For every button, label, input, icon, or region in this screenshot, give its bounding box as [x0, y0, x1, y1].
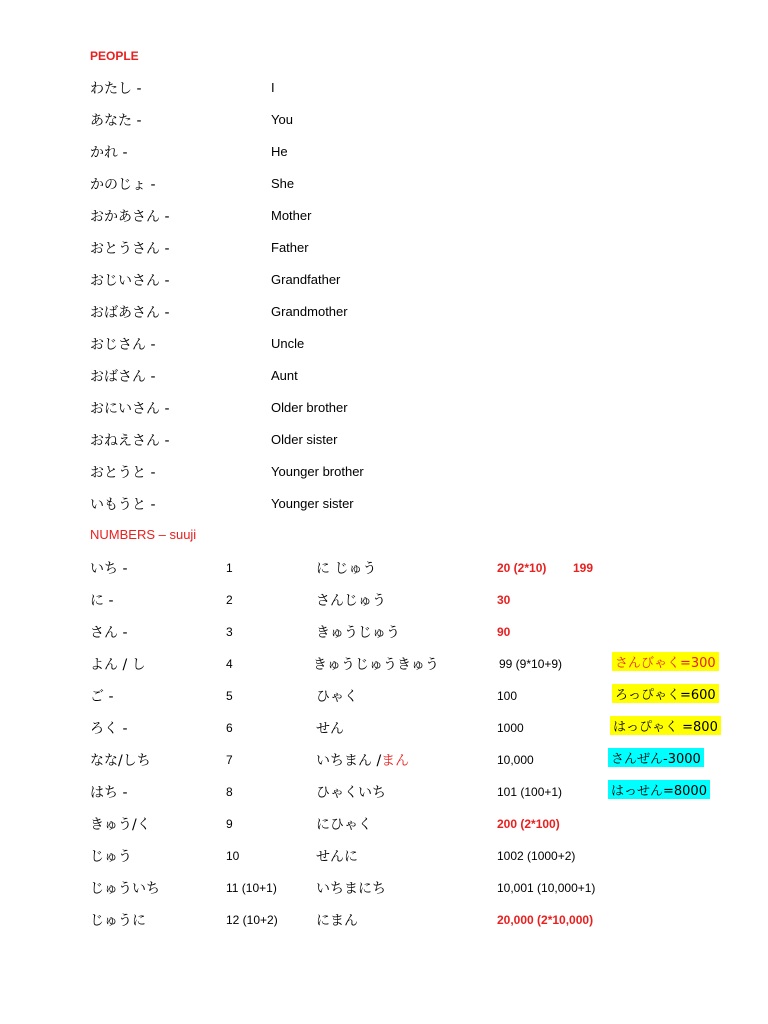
numbers-extra-4: ろっぴゃく=600	[612, 684, 719, 703]
numbers-value-2: 3	[226, 625, 233, 639]
numbers-value-9: 10	[226, 849, 240, 863]
numbers-value-5: 6	[226, 721, 233, 735]
numbers-value2-5: 1000	[497, 721, 524, 735]
people-en-11: Older sister	[271, 432, 338, 447]
numbers-value2-9: 1002 (1000+2)	[497, 849, 576, 863]
numbers-value2-11: 20,000 (2*10,000)	[497, 913, 594, 927]
numbers-jp-0: いち -	[90, 561, 128, 577]
people-jp-1: あなた -	[90, 113, 142, 129]
numbers-value2-8: 200 (2*100)	[497, 817, 560, 831]
numbers-value-6: 7	[226, 753, 233, 767]
numbers-jp2-9: せんに	[316, 849, 358, 865]
numbers-jp2-6	[316, 750, 409, 770]
people-en-1: You	[271, 112, 293, 127]
numbers-value2-10: 10,001 (10,000+1)	[497, 881, 596, 895]
numbers-jp2-7: ひゃくいち	[316, 785, 386, 801]
numbers-jp-4: ご -	[90, 689, 114, 705]
numbers-extra-7: はっせん=8000	[608, 780, 710, 799]
people-jp-6: おじいさん -	[90, 273, 170, 289]
numbers-value-4: 5	[226, 689, 233, 703]
numbers-jp2-5: せん	[316, 721, 344, 737]
numbers-extra-5: はっぴゃく =800	[610, 716, 721, 735]
numbers-jp-10: じゅういち	[90, 881, 160, 897]
people-jp-10: おにいさん -	[90, 401, 170, 417]
numbers-jp2-10: いちまにち	[316, 881, 386, 897]
numbers-value2-2: 90	[497, 625, 511, 639]
numbers-jp2-8: にひゃく	[316, 817, 372, 833]
people-jp-9: おばさん -	[90, 369, 156, 385]
numbers-extra-3: さんびゃく=300	[612, 652, 719, 671]
people-en-12: Younger brother	[271, 464, 364, 479]
people-en-7: Grandmother	[271, 304, 348, 319]
numbers-jp2-4: ひゃく	[316, 689, 358, 705]
people-jp-2: かれ -	[90, 145, 128, 161]
people-en-13: Younger sister	[271, 496, 354, 511]
numbers-jp2-1: さんじゅう	[316, 593, 386, 609]
people-jp-4: おかあさん -	[90, 209, 170, 225]
numbers-value-1: 2	[226, 593, 233, 607]
numbers-value-7: 8	[226, 785, 233, 799]
numbers-value2-extra-0: 199	[573, 561, 594, 575]
people-en-6: Grandfather	[271, 272, 341, 287]
numbers-jp-3: よん / し	[90, 657, 146, 673]
people-jp-5: おとうさん -	[90, 241, 170, 257]
people-jp-8: おじさん -	[90, 337, 156, 353]
people-en-8: Uncle	[271, 336, 305, 351]
people-en-5: Father	[271, 240, 309, 255]
numbers-jp2-11: にまん	[316, 913, 358, 929]
people-en-0: I	[271, 80, 275, 95]
people-jp-7: おばあさん -	[90, 305, 170, 321]
numbers-jp2-3: きゅうじゅうきゅう	[313, 657, 439, 673]
numbers-jp2-2: きゅうじゅう	[316, 625, 400, 641]
numbers-value-3: 4	[226, 657, 233, 671]
numbers-jp2-6-main: いちまん /	[316, 753, 382, 769]
numbers-value2-4: 100	[497, 689, 518, 703]
people-en-4: Mother	[271, 208, 312, 223]
numbers-value-11: 12 (10+2)	[226, 913, 278, 927]
numbers-jp2-6-suffix: まん	[381, 753, 410, 769]
people-en-10: Older brother	[271, 400, 348, 415]
numbers-value2-3: 99 (9*10+9)	[499, 657, 563, 671]
numbers-heading: NUMBERS – suuji	[90, 527, 197, 542]
people-heading: PEOPLE	[90, 49, 139, 63]
people-jp-11: おねえさん -	[90, 433, 170, 449]
people-jp-3: かのじょ -	[90, 177, 156, 193]
numbers-jp2-0: に じゅう	[316, 561, 377, 577]
numbers-extra-6: さんぜん-3000	[608, 748, 704, 767]
people-en-2: He	[271, 144, 288, 159]
numbers-jp-7: はち -	[90, 785, 128, 801]
numbers-value-8: 9	[226, 817, 233, 831]
numbers-jp-11: じゅうに	[90, 913, 146, 929]
people-en-3: She	[271, 176, 295, 191]
people-jp-12: おとうと -	[90, 465, 156, 481]
numbers-jp-9: じゅう	[90, 849, 132, 865]
people-jp-13: いもうと -	[90, 497, 156, 513]
numbers-jp-6: なな/しち	[90, 753, 151, 769]
numbers-jp-5: ろく -	[90, 721, 128, 737]
numbers-value-0: 1	[226, 561, 233, 575]
numbers-jp-8: きゅう/く	[90, 817, 151, 833]
numbers-jp-1: に -	[90, 593, 114, 609]
numbers-value2-0: 20 (2*10)	[497, 561, 547, 575]
people-jp-0: わたし -	[90, 81, 142, 97]
numbers-jp-2: さん -	[90, 625, 128, 641]
numbers-value2-6: 10,000	[497, 753, 534, 767]
people-en-9: Aunt	[271, 368, 298, 383]
numbers-value2-7: 101 (100+1)	[497, 785, 563, 799]
numbers-value2-1: 30	[497, 593, 511, 607]
numbers-value-10: 11 (10+1)	[226, 881, 277, 895]
